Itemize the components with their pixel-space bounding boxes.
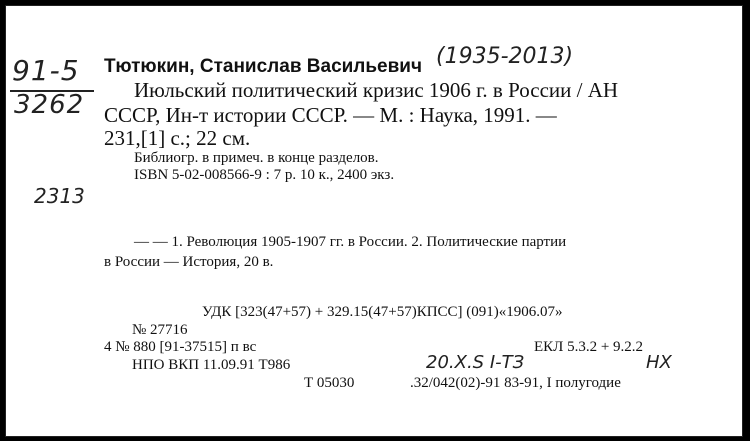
handwritten-bottom-right: НХ [646, 352, 672, 373]
subjects-line-1: — — 1. Революция 1905-1907 гг. в России. 2. Политические партии [134, 234, 567, 250]
bibliography-note: Библиогр. в примеч. в конце разделов. [134, 150, 379, 166]
title-line-1: Июльский политический кризис 1906 г. в России / АН [134, 78, 619, 102]
ekl-line: ЕКЛ 5.3.2 + 9.2.2 [534, 339, 644, 355]
udk-line: УДК [323(47+57) + 329.15(47+57)КПСС] (091)«1906.07» [202, 304, 563, 320]
publisher-code-line: .32/042(02)-91 83-91, I полугодие [410, 375, 621, 391]
t-code: Т 05030 [304, 375, 355, 391]
handwritten-code: 20.X.S I-ТЗ [426, 352, 525, 373]
order-line: 4 № 880 [91-37515] п вс [104, 339, 257, 355]
catalog-card [5, 5, 743, 437]
npo-line: НПО ВКП 11.09.91 Т986 [132, 357, 291, 373]
subjects-line-2: в России — История, 20 в. [104, 254, 274, 270]
handwritten-years: (1935-2013) [436, 44, 574, 69]
author-name: Тютюкин, Станислав Васильевич [104, 56, 423, 77]
shelf-mark-bottom: 3262 [14, 90, 85, 120]
title-line-3: 231,[1] с.; 22 см. [104, 126, 251, 150]
title-line-2: СССР, Ин-т истории СССР. — М. : Наука, 1991. — [104, 103, 557, 127]
handwritten-mark: 2313 [34, 184, 85, 208]
record-number: № 27716 [132, 322, 188, 338]
shelf-mark-top: 91-5 [12, 54, 80, 87]
isbn-line: ISBN 5-02-008566-9 : 7 р. 10 к., 2400 экз. [134, 167, 395, 183]
